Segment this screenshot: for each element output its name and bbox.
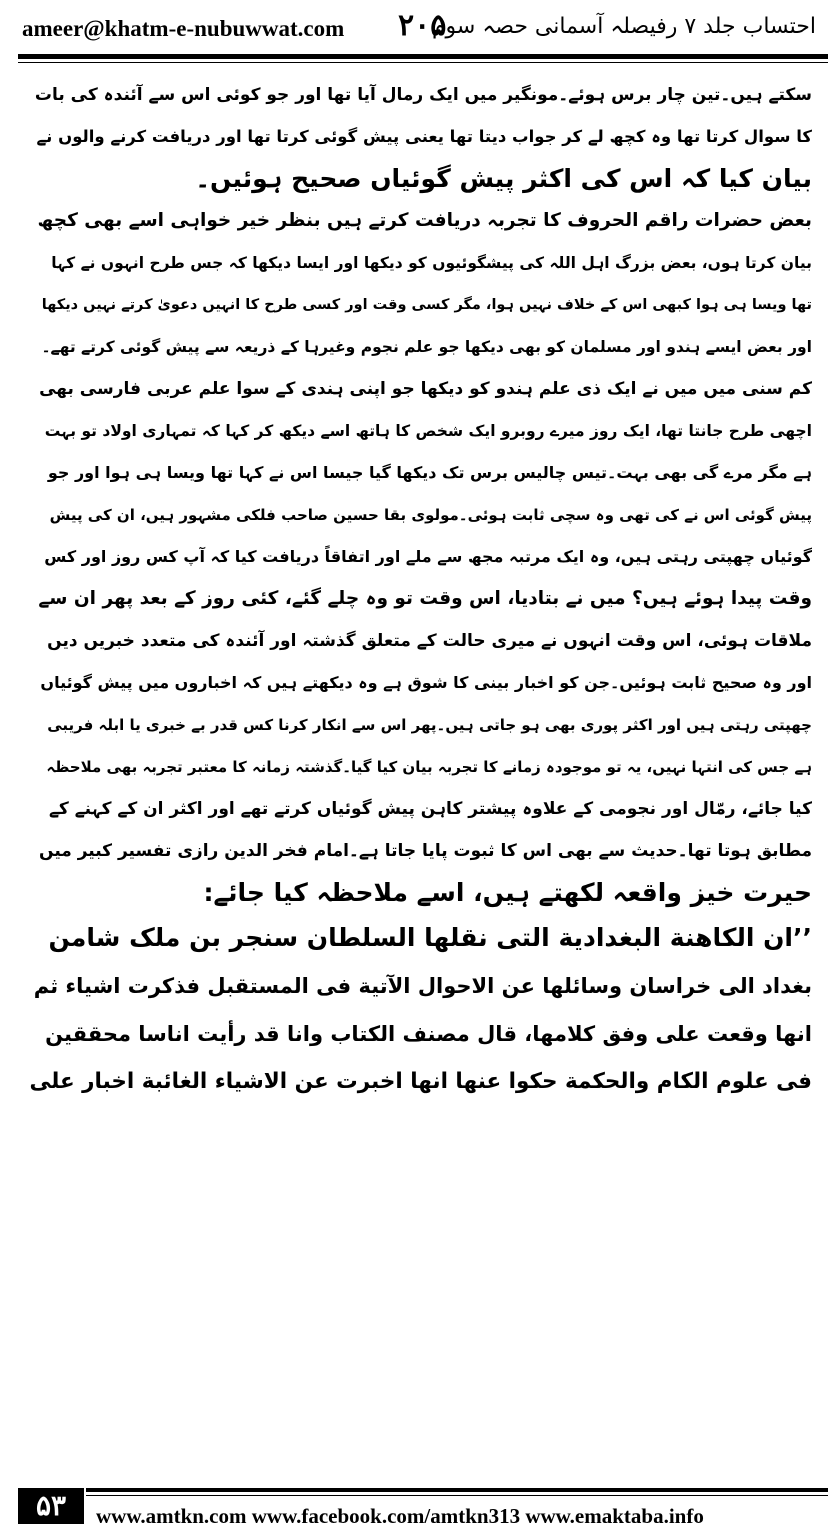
body-line: کم سنی میں میں نے ایک ذی علم ہندو کو دیکھا جو اپنی ہندی کے سوا علم عربی فارسی بھی: [39, 379, 812, 399]
body-line: گوئیاں چھپتی رہتی ہیں، وہ ایک مرتبہ مجھ سے ملے اور اتفاقاً دریافت کیا کہ آپ کس روز اور کس: [44, 547, 812, 566]
body-line: چھپتی رہتی ہیں اور اکثر پوری بھی ہو جاتی ہیں۔پھر اس سے انکار کرنا کس قدر بے خبری یا ابلہ فریبی: [47, 716, 812, 734]
arabic-quote-line: ’’ان الکاهنة البغدادیة التی نقلها السلطان سنجر بن ملک شامن: [48, 923, 812, 952]
footer-page-number: ۵۳: [18, 1488, 84, 1524]
header-rule-thick: [18, 54, 828, 59]
body-line: بیان کیا کہ اس کی اکثر پیش گوئیاں صحیح ہوئیں۔: [195, 164, 812, 193]
body-line: اچھی طرح جانتا تھا، ایک روز میرے روبرو ایک شخص کا ہاتھ اسے دیکھ کر کہا کہ تمہاری اولاد تو بہت: [44, 422, 812, 440]
body-line: ملاقات ہوئی، اس وقت انہوں نے میری حالت کے متعلق گذشتہ اور آئندہ کی متعدد خبریں دیں: [47, 631, 812, 651]
body-line: وقت پیدا ہوئے ہیں؟ میں نے بتادیا، اس وقت تو وہ چلے گئے، کئی روز کے بعد پھر ان سے: [38, 588, 812, 609]
footer-rule-thin: [86, 1495, 828, 1496]
header-email[interactable]: ameer@khatm-e-nubuwwat.com: [22, 16, 345, 41]
body-line: بیان کرتا ہوں، بعض بزرگ اہل اللہ کی پیشگوئیوں کو دیکھا اور ایسا دیکھا کہ جس طرح انہوں نے کہا: [51, 254, 812, 272]
body-line: سکتے ہیں۔تین چار برس ہوئے۔مونگیر میں ایک رمال آیا تھا اور جو کوئی اس سے آئندہ کی بات: [34, 85, 812, 105]
body-line: اور وہ صحیح ثابت ہوئیں۔جن کو اخبار بینی کا شوق ہے وہ دیکھتے ہیں کہ اخباروں میں پیش گوئیاں: [40, 673, 812, 692]
body-line: مطابق ہوتا تھا۔حدیث سے بھی اس کا ثبوت پایا جاتا ہے۔امام فخر الدین رازی تفسیر کبیر میں: [39, 841, 812, 861]
body-line: حیرت خیز واقعہ لکھتے ہیں، اسے ملاحظہ کیا جائے:: [203, 878, 812, 907]
body-line: پیش گوئی اس نے کی تھی وہ سچی ثابت ہوئی۔مولوی بقا حسین صاحب فلکی مشہور ہیں، ان کی پیش: [49, 506, 812, 524]
arabic-quote-line: فی علوم الکام والحکمة حکوا عنها انها اخبرت عن الاشیاء الغائبة اخبار علی: [29, 1069, 812, 1094]
arabic-quote-line: انها وقعت علی وفق کلامها، قال مصنف الکتاب وانا قد رأیت اناسا محققین: [45, 1022, 812, 1046]
body-line: کا سوال کرتا تھا وہ کچھ لے کر جواب دیتا تھا یعنی پیش گوئی کرتا تھا اور دریافت کرنے والوں نے: [36, 127, 812, 146]
footer-website-links[interactable]: www.amtkn.com www.facebook.com/amtkn313 www.emaktaba.info: [96, 1504, 704, 1528]
body-line: اور بعض ایسے ہندو اور مسلمان کو بھی دیکھا جو علم نجوم وغیرہا کے ذریعہ سے پیش گوئی کرتے تھے۔: [41, 338, 812, 356]
footer-rule-thick: [86, 1488, 828, 1492]
body-text: [28, 74, 812, 1106]
page-header: [0, 0, 840, 52]
body-line: کیا جائے، رمّال اور نجومی کے علاوہ پیشتر کاہن پیش گوئیاں کرتے تھے اور اکثر ان کے کہنے کے: [48, 799, 812, 819]
header-rule-thin: [18, 62, 828, 63]
body-line: تھا ویسا ہی ہوا کبھی اس کے خلاف نہیں ہوا، مگر کسی وقت اور کسی طرح کا انہیں دعویٰ کرتے نہیں دیکھا: [41, 297, 812, 313]
arabic-quote-line: بغداد الی خراسان وسائلها عن الاحوال الآتیة فی المستقبل فذکرت اشیاء ثم: [33, 974, 812, 998]
body-line: ہے مگر مرے گی بھی بہت۔تیس چالیس برس تک دیکھا گیا جیسا اس نے کہا تھا ویسا ہی ہوا اور جو: [47, 463, 812, 482]
page-footer: [0, 1488, 840, 1540]
header-page-number: ۲۰۵: [398, 8, 447, 43]
header-book-title: احتساب جلد ۷ رفیصلہ آسمانی حصہ سوم: [431, 14, 816, 39]
body-line: ہے جس کی انتہا نہیں، یہ تو موجودہ زمانے کا تجربہ بیان کیا گیا۔گذشتہ زمانہ کا معتبر تجربہ بھی ملاحظہ: [46, 758, 812, 776]
body-line: بعض حضرات راقم الحروف کا تجربہ دریافت کرتے ہیں بنظر خیر خواہی اسے بھی کچھ: [37, 210, 812, 231]
